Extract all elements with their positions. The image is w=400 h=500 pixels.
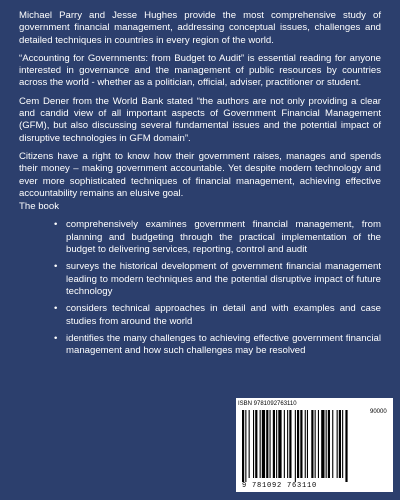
barcode-bar xyxy=(242,410,244,482)
barcode-bar xyxy=(260,410,261,478)
barcode-bar xyxy=(253,410,254,478)
barcode-bar xyxy=(289,410,291,478)
barcode-bar xyxy=(337,410,338,478)
paragraph-authors: Michael Parry and Jesse Hughes provide the most comprehensive study of government financial management, addressing conceptual issues, challenges and detailed techniques in countries in every region of the world. xyxy=(19,10,381,46)
barcode-bar xyxy=(273,410,275,478)
barcode-bar xyxy=(297,410,299,478)
blurb-text xyxy=(19,10,381,362)
barcode-bar xyxy=(300,410,302,478)
barcode-bar xyxy=(276,410,277,478)
paragraph-citizens: Citizens have a right to know how their government raises, manages and spends their money – making government accountable. Yet despite modern technology and ever more sophisticated techniques of financial management, achieving effective accountability remains an elusive goal. xyxy=(19,150,381,199)
barcode-bar xyxy=(270,410,271,478)
barcode-bar xyxy=(326,410,327,478)
bullet-icon: • xyxy=(54,332,58,344)
barcode-bar xyxy=(345,410,347,482)
barcode-bar xyxy=(266,410,268,478)
bullet-icon: • xyxy=(54,219,58,231)
list-item xyxy=(54,303,381,328)
book-features-list xyxy=(19,219,381,357)
barcode-bar xyxy=(284,410,285,478)
list-item xyxy=(54,261,381,298)
list-item-text: comprehensively examines government financial management, from planning and budgeting through the practical implementation of the budget to delivering services, reporting, control and audit xyxy=(66,219,381,256)
barcode-bar xyxy=(311,410,313,478)
barcode-bar xyxy=(249,410,250,478)
paragraph-world-bank-quote: Cem Dener from the World Bank stated “the authors are not only providing a clear and candid view of all important aspects of Government Financial Management (GFM), but also discussing several fundamental issues and the potential impact of disruptive technologies in GFM domain”. xyxy=(19,95,381,144)
list-intro: The book xyxy=(19,201,60,213)
paragraph-essential-reading: “Accounting for Governments: from Budget to Audit” is essential reading for anyone interested in governance and the management of public resources by countries across the world - whether as a politician, official, adviser, practitioner or student. xyxy=(19,52,381,89)
list-item-text: identifies the many challenges to achieving effective government financial management and how such challenges may be resolved xyxy=(66,332,381,357)
list-item-text: surveys the historical development of government financial management leading to modern techniques and the potential disruptive impact of future technology xyxy=(66,261,381,297)
barcode-bar xyxy=(332,410,333,478)
barcode-bar xyxy=(321,410,324,478)
barcode-bar xyxy=(278,410,281,478)
barcode-bar xyxy=(318,410,319,478)
barcode-bar xyxy=(287,410,288,478)
bullet-icon: • xyxy=(54,303,58,315)
barcode-icon xyxy=(242,410,388,482)
barcode-box xyxy=(236,398,393,492)
list-item xyxy=(54,219,381,256)
list-item-text: considers technical approaches in detail and with examples and case studies from around the world xyxy=(66,303,381,327)
barcode-bar xyxy=(315,410,316,478)
barcode-bar xyxy=(245,410,246,482)
list-item xyxy=(54,332,381,358)
bullet-icon: • xyxy=(54,261,58,273)
isbn-digits: 9 781092 763110 xyxy=(242,482,318,490)
barcode-bar xyxy=(262,410,265,478)
isbn-label: ISBN 9781092763110 xyxy=(238,401,297,407)
barcode-bar xyxy=(328,410,330,478)
barcode-bar xyxy=(307,410,308,478)
barcode-bar xyxy=(305,410,306,478)
barcode-bar xyxy=(255,410,257,478)
barcode-bar xyxy=(295,410,296,482)
price-code: 90000 xyxy=(370,409,387,415)
barcode-bar xyxy=(342,410,343,478)
barcode-bar xyxy=(339,410,341,478)
